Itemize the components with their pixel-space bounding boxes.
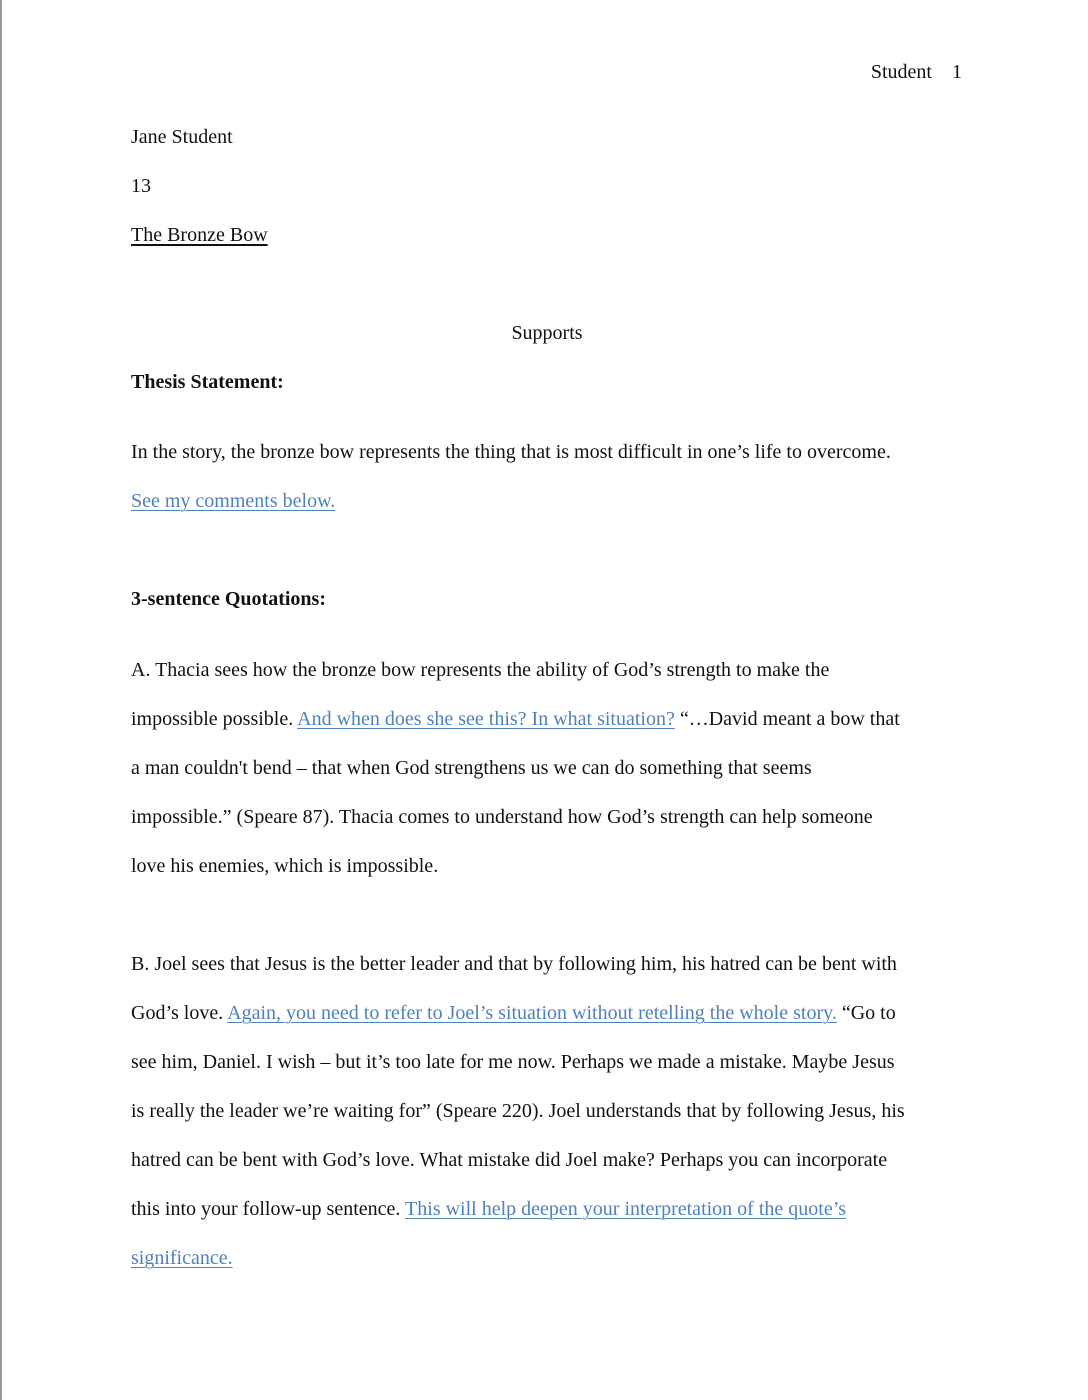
quote-b-line: is really the leader we’re waiting for” (Speare 220). Joel understands that by following Jesus, his — [131, 1100, 905, 1122]
quotations-label: 3-sentence Quotations: — [131, 588, 326, 610]
teacher-comment: See my comments below. — [131, 490, 336, 512]
teacher-comment: And when does she see this? In what situation? — [297, 708, 675, 730]
teacher-comment: significance. — [131, 1247, 233, 1269]
quote-b-line: see him, Daniel. I wish – but it’s too late for me now. Perhaps we made a mistake. Maybe Jesus — [131, 1051, 895, 1073]
quote-b-line — [131, 1001, 896, 1025]
quote-a-line: love his enemies, which is impossible. — [131, 855, 439, 877]
quote-a-text: “…David meant a bow that — [679, 708, 900, 730]
quote-a-text: impossible possible. — [131, 708, 294, 730]
quote-a-line: a man couldn't bend – that when God strengthens us we can do something that seems — [131, 757, 812, 779]
header-page-number: 1 — [952, 61, 962, 83]
quote-a-line: A. Thacia sees how the bronze bow represents the ability of God’s strength to make the — [131, 659, 830, 681]
grade: 13 — [131, 175, 151, 197]
running-header — [871, 61, 962, 84]
quote-b-text: “Go to — [841, 1002, 896, 1024]
document-title: Supports — [511, 322, 583, 344]
quote-b-line — [131, 1197, 846, 1221]
quote-b-text: this into your follow-up sentence. — [131, 1198, 401, 1220]
quote-b-line — [131, 1246, 233, 1270]
quote-b-line: B. Joel sees that Jesus is the better leader and that by following him, his hatred can be bent with — [131, 953, 897, 975]
quote-b-text: God’s love. — [131, 1002, 224, 1024]
thesis-comment-line — [131, 489, 335, 513]
thesis-label: Thesis Statement: — [131, 371, 284, 393]
author-name: Jane Student — [131, 126, 233, 148]
quote-a-line — [131, 707, 900, 731]
quote-b-line: hatred can be bent with God’s love. What mistake did Joel make? Perhaps you can incorporate — [131, 1149, 888, 1171]
book-title: The Bronze Bow — [131, 224, 268, 246]
teacher-comment: Again, you need to refer to Joel’s situation without retelling the whole story. — [227, 1002, 837, 1024]
header-name: Student — [870, 61, 932, 83]
thesis-text: In the story, the bronze bow represents the thing that is most difficult in one’s life to overcome. — [131, 441, 891, 463]
quote-a-line: impossible.” (Speare 87). Thacia comes to understand how God’s strength can help someone — [131, 806, 873, 828]
teacher-comment: This will help deepen your interpretation of the quote’s — [405, 1198, 847, 1220]
